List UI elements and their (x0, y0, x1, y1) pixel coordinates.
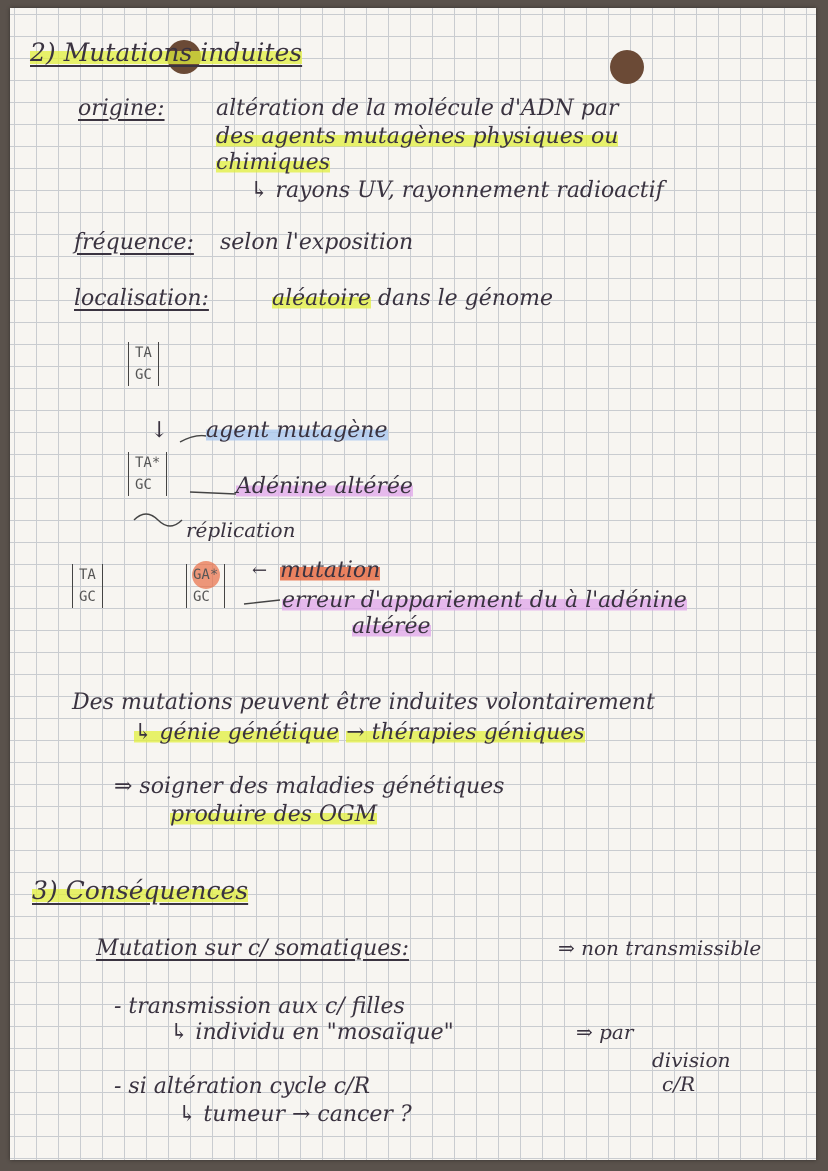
par-division-line-2: division (652, 1048, 731, 1072)
section-2-title: 2) Mutations induites (30, 38, 303, 67)
base-pair: TA (135, 345, 152, 361)
consequence-item-2-sub: ↳ tumeur → cancer ? (178, 1102, 412, 1127)
localisation-text: aléatoire dans le génome (272, 286, 554, 311)
induced-line-2: ↳ génie génétique → thérapies géniques (134, 720, 585, 745)
notebook-page (10, 8, 816, 1160)
agent-mutagene-label: agent mutagène (206, 418, 388, 443)
origine-line-4: ↳ rayons UV, rayonnement radioactif (250, 178, 664, 203)
localisation-label: localisation: (74, 286, 209, 311)
origine-label: origine: (78, 96, 165, 121)
base-pair: TA (79, 567, 96, 583)
frequence-text: selon l'exposition (220, 230, 414, 255)
base-pair: TA* (135, 455, 161, 471)
consequence-item-2: - si altération cycle c/R (114, 1074, 371, 1099)
induced-line-1: Des mutations peuvent être induites volontairement (72, 690, 655, 715)
erreur-line-1: erreur d'appariement du à l'adénine (282, 588, 687, 613)
consequence-item-1-sub: ↳ individu en "mosaïque" (170, 1020, 454, 1045)
down-arrow-icon: ↓ (150, 418, 169, 443)
section-3-title: 3) Conséquences (32, 876, 249, 905)
somatic-result: ⇒ non transmissible (558, 936, 762, 960)
origine-line-1: altération de la molécule d'ADN par (216, 96, 619, 121)
base-pair: GC (79, 589, 96, 605)
erreur-line-2: altérée (352, 614, 431, 639)
left-arrow-icon: ← (252, 560, 268, 581)
diagram-connectors (10, 8, 816, 708)
par-division-line-1: ⇒ par (576, 1020, 634, 1044)
adenine-alteree-label: Adénine altérée (236, 474, 413, 499)
mutation-label: mutation (280, 558, 381, 583)
induced-line-4: produire des OGM (170, 802, 378, 827)
replication-label: réplication (186, 518, 296, 542)
base-pair: GA* (193, 567, 219, 583)
frequence-label: fréquence: (74, 230, 194, 255)
par-division-line-3: c/R (662, 1072, 695, 1096)
consequence-item-1: - transmission aux c/ filles (114, 994, 405, 1019)
origine-line-3: chimiques (216, 150, 330, 175)
induced-line-3: ⇒ soigner des maladies génétiques (114, 774, 505, 799)
origine-line-2: des agents mutagènes physiques ou (216, 124, 619, 149)
somatic-title: Mutation sur c/ somatiques: (96, 936, 409, 961)
base-pair: GC (135, 367, 152, 383)
base-pair: GC (135, 477, 152, 493)
base-pair: GC (193, 589, 210, 605)
